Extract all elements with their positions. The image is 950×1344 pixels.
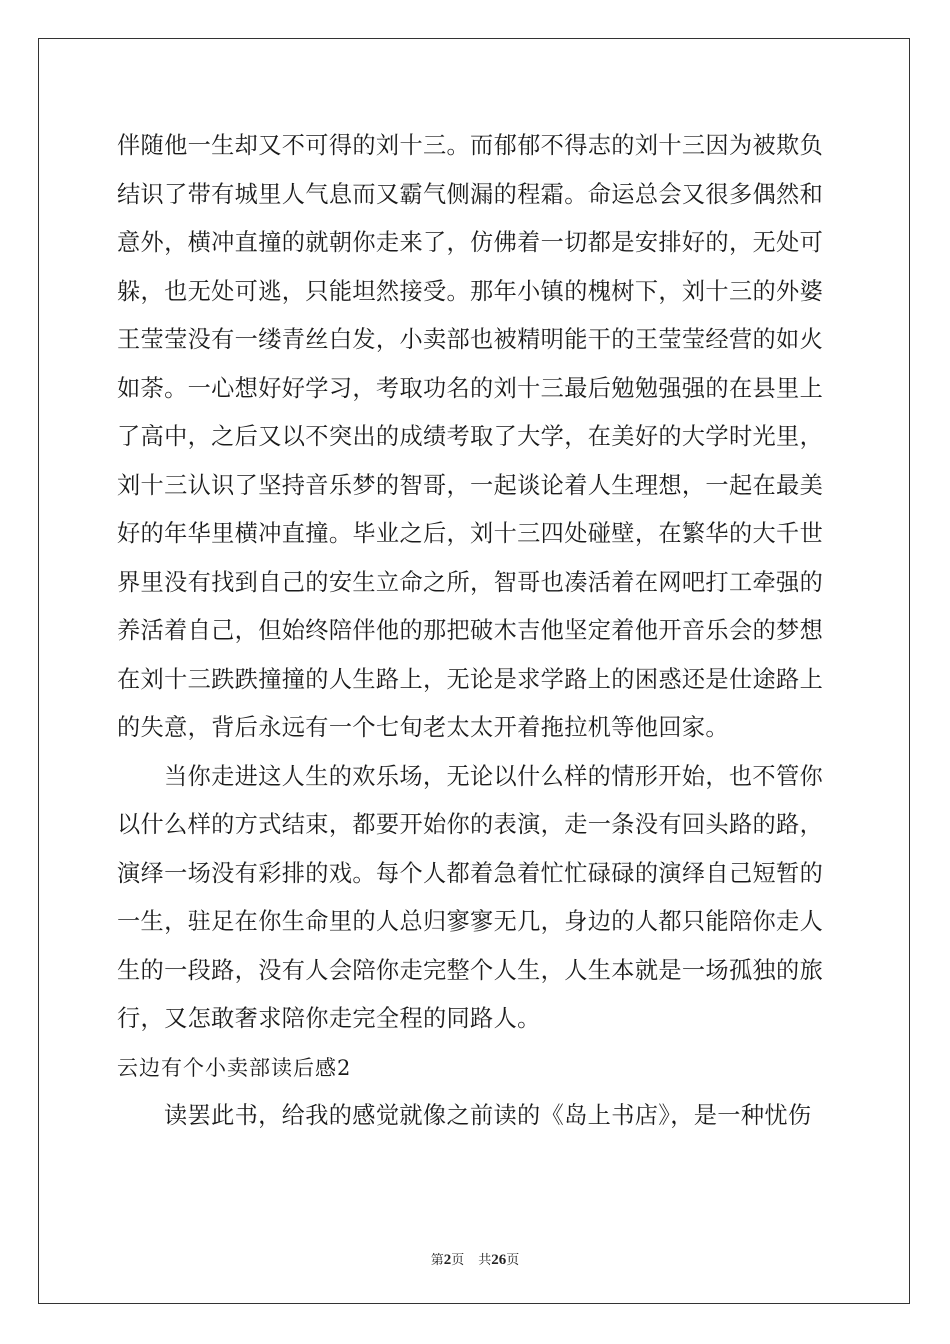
total-suffix: 页 — [506, 1253, 520, 1268]
text-line: 养活着自己，但始终陪伴他的那把破木吉他坚定着他开音乐会的梦想 — [117, 617, 824, 644]
text-line: 伴随他一生却又不可得的刘十三。而郁郁不得志的刘十三因为被欺负 — [117, 132, 824, 159]
text-line: 刘十三认识了坚持音乐梦的智哥，一起谈论着人生理想，一起在最美 — [117, 471, 824, 499]
text-line: 在刘十三跌跌撞撞的人生路上，无论是求学路上的困惑还是仕途路上 — [117, 665, 824, 693]
paragraph-2 — [117, 753, 837, 1044]
text-line: 的失意，背后永远有一个七旬老太太开着拖拉机等他回家。 — [117, 714, 729, 741]
text-line: 界里没有找到自己的安生立命之所，智哥也凑活着在网吧打工牵强的 — [117, 568, 824, 596]
text-line: 演绎一场没有彩排的戏。每个人都着急着忙忙碌碌的演绎自己短暂的 — [117, 859, 824, 887]
text-line: 了高中，之后又以不突出的成绩考取了大学，在美好的大学时光里， — [117, 423, 824, 450]
text-line: 以什么样的方式结束，都要开始你的表演，走一条没有回头路的路， — [117, 811, 824, 838]
total-prefix: 共 — [478, 1253, 492, 1268]
text-line: 生的一段路，没有人会陪你走完整个人生，人生本就是一场孤独的旅 — [117, 956, 824, 984]
text-line: 如荼。一心想好好学习，考取功名的刘十三最后勉勉强强的在县里上 — [117, 374, 824, 402]
page-footer — [0, 1249, 950, 1269]
total-pages: 26 — [491, 1252, 507, 1268]
text-line: 王莹莹没有一缕青丝白发，小卖部也被精明能干的王莹莹经营的如火 — [117, 326, 824, 353]
text-line: 行，又怎敢奢求陪你走完全程的同路人。 — [117, 1005, 541, 1032]
paragraph-3 — [117, 1092, 837, 1141]
page-prefix: 第 — [430, 1253, 444, 1268]
text-line: 读罢此书，给我的感觉就像之前读的《岛上书店》，是一种忧伤 — [164, 1102, 812, 1129]
text-line: 意外，横冲直撞的就朝你走来了，仿佛着一切都是安排好的，无处可 — [117, 229, 824, 256]
page-suffix: 页 — [451, 1253, 465, 1268]
section-heading: 云边有个小卖部读后感2 — [117, 1055, 352, 1080]
text-line: 躲，也无处可逃，只能坦然接受。那年小镇的槐树下，刘十三的外婆 — [117, 277, 824, 305]
document-body — [117, 122, 837, 1141]
text-line: 一生，驻足在你生命里的人总归寥寥无几，身边的人都只能陪你走人 — [117, 908, 824, 935]
text-line: 好的年华里横冲直撞。毕业之后，刘十三四处碰壁，在繁华的大千世 — [117, 520, 824, 547]
page-number: 2 — [443, 1252, 452, 1268]
text-line: 当你走进这人生的欢乐场，无论以什么样的情形开始，也不管你 — [164, 762, 824, 790]
text-line: 结识了带有城里人气息而又霸气侧漏的程霜。命运总会又很多偶然和 — [117, 180, 824, 208]
paragraph-1 — [117, 122, 837, 753]
